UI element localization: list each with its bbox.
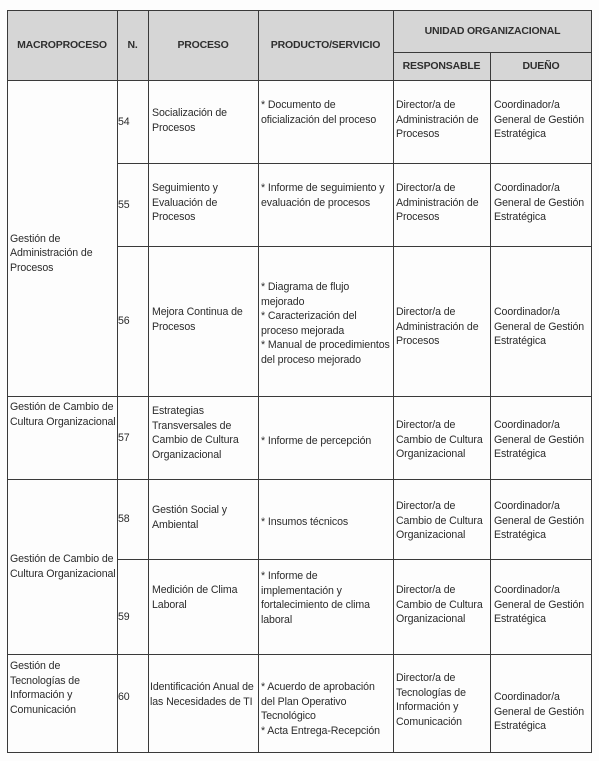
row-number: 54 (118, 115, 130, 128)
grid-line (7, 752, 592, 753)
grid-line (591, 10, 592, 753)
header-n: N. (127, 39, 138, 51)
dueno-cell: Coordinador/a General de Gestión Estratégica (494, 500, 585, 542)
responsable-cell: Director/a de Administración de Procesos (396, 182, 479, 224)
grid-line (117, 163, 592, 164)
macroproceso-cell: Gestión de Cambio de Cultura Organizacional (10, 401, 116, 428)
macroproceso-cell: Gestión de Tecnologías de Información y Comunicación (10, 660, 80, 716)
grid-line (7, 10, 8, 753)
grid-line (393, 52, 592, 53)
grid-line (7, 10, 592, 11)
responsable-cell: Director/a de Cambio de Cultura Organizacional (396, 419, 483, 461)
dueno-cell: Coordinador/a General de Gestión Estratégica (494, 306, 585, 348)
grid-line (490, 52, 491, 753)
responsable-cell: Director/a de Administración de Procesos (396, 306, 479, 348)
header-proceso: PROCESO (177, 39, 229, 51)
dueno-cell: Coordinador/a General de Gestión Estratégica (494, 584, 585, 626)
proceso-cell: Medición de Clima Laboral (152, 584, 238, 611)
responsable-cell: Director/a de Tecnologías de Información y Comunicación (396, 672, 466, 728)
grid-line (117, 246, 592, 247)
dueno-cell: Coordinador/a General de Gestión Estratégica (494, 99, 585, 141)
row-number: 57 (118, 431, 130, 444)
dueno-cell: Coordinador/a General de Gestión Estratégica (494, 182, 585, 224)
responsable-cell: Director/a de Cambio de Cultura Organizacional (396, 584, 483, 626)
row-number: 55 (118, 198, 130, 211)
producto-cell: * Informe de percepción (261, 435, 372, 447)
producto-cell: * Informe de implementación y fortalecimiento de clima laboral (261, 570, 370, 626)
header-producto: PRODUCTO/SERVICIO (270, 39, 381, 51)
grid-line (117, 559, 592, 560)
macroproceso-cell: Gestión de Administración de Procesos (10, 232, 93, 274)
proceso-cell: Gestión Social y Ambiental (152, 504, 227, 531)
macroproceso-cell: Gestión de Cambio de Cultura Organizacional (10, 553, 116, 580)
proceso-cell: Seguimiento y Evaluación de Procesos (152, 182, 218, 224)
row-number: 56 (118, 315, 130, 328)
header-macroproceso: MACROPROCESO (17, 39, 107, 51)
grid-line (393, 10, 394, 753)
proceso-cell: Identificación Anual de las Necesidades de TI (150, 681, 254, 708)
header-unidad: UNIDAD ORGANIZACIONAL (424, 25, 561, 37)
dueno-cell: Coordinador/a General de Gestión Estratégica (494, 419, 585, 461)
grid-line (7, 396, 592, 397)
row-number: 58 (118, 513, 130, 526)
proceso-cell: Mejora Continua de Procesos (152, 306, 243, 333)
grid-line (258, 10, 259, 753)
grid-line (7, 654, 592, 655)
proceso-cell: Socialización de Procesos (152, 107, 227, 134)
row-number: 60 (118, 691, 130, 704)
row-number: 59 (118, 610, 130, 623)
dueno-cell: Coordinador/a General de Gestión Estratégica (494, 691, 585, 733)
responsable-cell: Director/a de Administración de Procesos (396, 99, 479, 141)
proceso-cell: Estrategias Transversales de Cambio de Cultura Organizacional (152, 405, 239, 461)
producto-cell: * Insumos técnicos (261, 516, 349, 528)
producto-cell: * Documento de oficialización del proceso (261, 99, 377, 126)
producto-cell: * Acuerdo de aprobación del Plan Operativo Tecnológico * Acta Entrega-Recepción (261, 681, 380, 737)
producto-cell: * Diagrama de flujo mejorado * Caracterización del proceso mejorada * Manual de procedimientos del proceso mejorado (261, 281, 390, 367)
producto-cell: * Informe de seguimiento y evaluación de procesos (261, 182, 385, 209)
responsable-cell: Director/a de Cambio de Cultura Organizacional (396, 500, 483, 542)
grid-line (148, 10, 149, 753)
header-responsable: RESPONSABLE (402, 60, 481, 72)
header-dueno: DUEÑO (522, 60, 560, 72)
